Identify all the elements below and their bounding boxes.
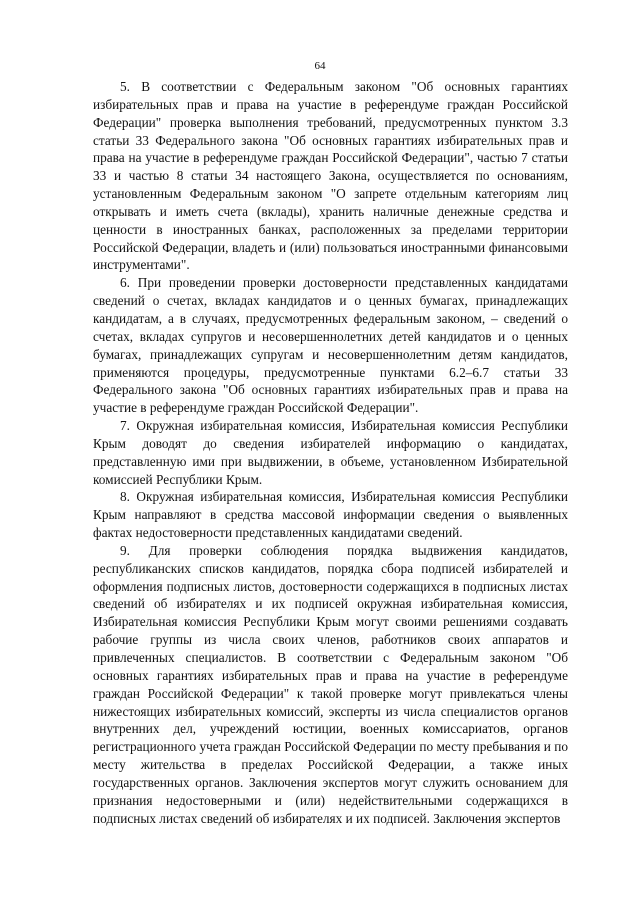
paragraph-8: 8. Окружная избирательная комиссия, Избирательная комиссия Республики Крым направляют в средства массовой информации сведения о выявленных фактах недостоверности представленных кандидатами сведений. bbox=[93, 489, 568, 541]
paragraph-9: 9. Для проверки соблюдения порядка выдвижения кандидатов, республиканских списков кандидатов, порядка сбора подписей избирателей и оформления подписных листов, достоверности содержащихся в подписных листах сведений об избирателях и их подписей окружная избирательная комиссия, Избирательная комиссия Республики Крым могут своими решениями создавать рабочие группы из числа своих членов, работников своих аппаратов и привлеченных специалистов. В соответствии с Федеральным законом "Об основных гарантиях избирательных прав и права на участие в референдуме граждан Российской Федерации" к такой проверке могут привлекаться члены нижестоящих избирательных комиссий, эксперты из числа специалистов органов внутренних дел, учреждений юстиции, военных комиссариатов, органов регистрационного учета граждан Российской Федерации по месту пребывания и по месту жительства в пределах Российской Федерации, а также иных государственных органов. Заключения экспертов могут служить основанием для признания недостоверными и (или) недействительными содержащихся в подписных листах сведений об избирателях и их подписей. Заключения экспертов bbox=[93, 542, 568, 826]
paragraph-7: 7. Окружная избирательная комиссия, Избирательная комиссия Республики Крым доводят до сведения избирателей информацию о кандидатах, представленную ими при выдвижении, в объеме, установленном Избирательной комиссией Республики Крым. bbox=[93, 418, 568, 487]
page-number: 64 bbox=[314, 60, 326, 72]
paragraph-5: 5. В соответствии с Федеральным законом "Об основных гарантиях избирательных прав и права на участие в референдуме граждан Российской Федерации" проверка выполнения требований, предусмотренных пунктом 3.3 статьи 33 Федерального закона "Об основных гарантиях избирательных прав и права на участие в референдуме граждан Российской Федерации", частью 7 статьи 33 и частью 8 статьи 34 настоящего Закона, осуществляется по основаниям, установленным Федеральным законом "О запрете отдельным категориям лиц открывать и иметь счета (вклады), хранить наличные денежные средства и ценности в иностранных банках, расположенных за пределами территории Российской Федерации, владеть и (или) пользоваться иностранными финансовыми инструментами". bbox=[93, 79, 568, 273]
document-body bbox=[93, 78, 568, 827]
paragraph-6: 6. При проведении проверки достоверности представленных кандидатами сведений о счетах, вкладах кандидатов и о ценных бумагах, принадлежащих кандидатам, а в случаях, предусмотренных федеральным законом, – сведений о счетах, вкладах супругов и несовершеннолетних детей кандидатов и о ценных бумагах, принадлежащих супругам и несовершеннолетним детям кандидатов, применяются процедуры, предусмотренные пунктами 6.2–6.7 статьи 33 Федерального закона "Об основных гарантиях избирательных прав и права на участие в референдуме граждан Российской Федерации". bbox=[93, 275, 568, 416]
